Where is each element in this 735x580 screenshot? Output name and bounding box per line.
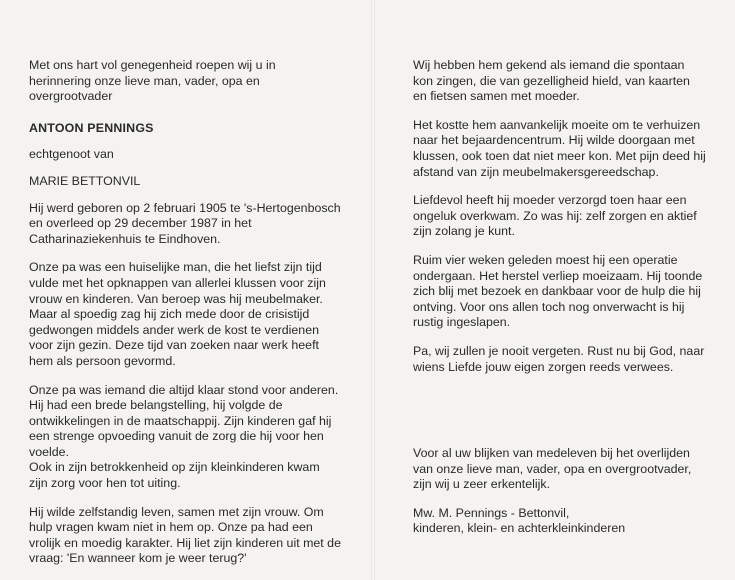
signature-line-1: Mw. M. Pennings - Bettonvil, [413,505,570,520]
right-page [413,58,707,537]
signature [413,506,707,537]
signature-line-2: kinderen, klein- en achterkleinkinderen [413,521,626,536]
paragraph-caring: Liefdevol heeft hij moeder verzorgd toen haar een ongeluk overkwam. Zo was hij: zelf zorgen en aktief zijn zolang je kunt. [413,193,697,239]
birth-death-text: Hij werd geboren op 2 februari 1905 te 's-Hertogenbosch en overleed op 29 december 1987 in het Catharinaziekenhuis te Eindhoven. [29,200,341,246]
deceased-name: ANTOON PENNINGS [29,120,154,135]
spouse-name: MARIE BETTONVIL [29,173,141,188]
paragraph-character: Onze pa was een huiselijke man, die het liefst zijn tijd vulde met het opknappen van allerlei klussen voor zijn vrouw en kinderen. Van beroep was hij meubelmaker. Maar al spoedig zag hij zich mede door de crisistijd gedwongen middels ander werk de kost te verdienen voor zijn gezin. Deze tijd van zoeken naar werk heeft hem als persoon gevormd. [29,260,326,368]
paragraph-farewell: Pa, wij zullen je nooit vergeten. Rust nu bij God, naar wiens Liefde jouw eigen zorgen reeds verwees. [413,343,705,374]
spacer [413,384,707,446]
paragraph-others-grandchildren: Ook in zijn betrokkenheid op zijn kleinkinderen kwam zijn zorg voor hen tot uiting. [29,460,320,491]
paragraph-moving: Het kostte hem aanvankelijk moeite om te verhuizen naar het bejaardencentrum. Hij wilde doorgaan met klussen, ook toen dat niet meer kon. Met pijn deed hij afstand van zijn meubelmakersgereedschap. [413,117,706,179]
thanks-text: Voor al uw blijken van medeleven bij het overlijden van onze lieve man, vader, opa en overgrootvader, zijn wij u zeer erkentelijk. [413,446,692,492]
paragraph-others [29,383,341,492]
paragraph-independence: Hij wilde zelfstandig leven, samen met zijn vrouw. Om hulp vragen kwam niet in hem op. Onze pa had een vrolijk en moedig karakter. Hij liet zijn kinderen uit met de vraag: 'En wanneer kom je weer terug?' [29,504,341,566]
spouse-label: echtgenoot van [29,147,114,162]
paragraph-others-main: Onze pa was iemand die altijd klaar stond voor anderen. Hij had een brede belangstelling, hij volgde de ontwikkelingen in de maatschappij. Zijn kinderen gaf hij een strenge opvoeding vanuit de zorg die hij voor hen voelde. [29,382,339,459]
paragraph-operation: Ruim vier weken geleden moest hij een operatie ondergaan. Het herstel verliep moeizaam. Hij toonde zich blij met bezoek en dankbaar voor de hulp die hij ontving. Voor ons allen toch nog onverwacht is hij rustig ingeslapen. [413,252,703,330]
card-fold [371,0,375,580]
paragraph-spontaneous: Wij hebben hem gekend als iemand die spontaan kon zingen, die van gezelligheid hield, van kaarten en fietsen samen met moeder. [413,58,690,104]
intro-text: Met ons hart vol genegenheid roepen wij u in herinnering onze lieve man, vader, opa en overgrootvader [29,58,276,104]
left-page [29,58,341,576]
